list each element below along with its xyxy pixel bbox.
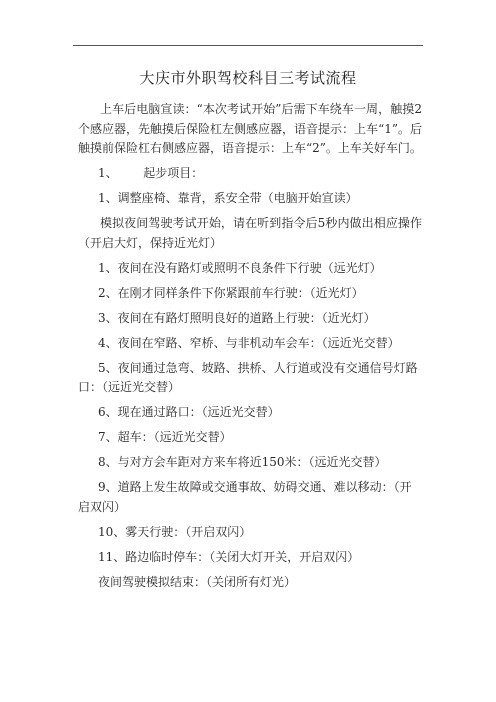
night-item-1: 1、夜间在没有路灯或照明不良条件下行驶（远光灯） (98, 260, 382, 275)
night-item-5: 5、夜间通过急弯、坡路、拱桥、人行道或没有交通信号灯路口：（远近光交替） (78, 360, 418, 394)
night-item-11: 11、路边临时停车：（关闭大灯开关，开启双闪） (98, 549, 360, 564)
night-item-4: 4、夜间在窄路、窄桥、与非机动车会车：（远近光交替） (98, 335, 400, 350)
night-item-2: 2、在刚才同样条件下你紧跟前车行驶：（近光灯） (98, 285, 364, 300)
night-item-7: 7、超车：（远近光交替） (98, 430, 232, 444)
night-item-8: 8、与对方会车距对方来车将近150米：（远近光交替） (98, 455, 387, 469)
night-item-6: 6、现在通过路口：（远近光交替） (98, 405, 280, 419)
section-number: 1、 (98, 166, 118, 180)
top-rule-divider (73, 45, 423, 46)
section-title: 起步项目： (143, 166, 204, 180)
night-item-3: 3、夜间在有路灯照明良好的道路上行驶：（近光灯） (98, 310, 376, 325)
night-driving-end: 夜间驾驶模拟结束：（关闭所有灯光） (98, 574, 297, 589)
step-1-line: 1、调整座椅、靠背，系安全带（电脑开始宣读） (98, 191, 358, 205)
intro-paragraph: 上车后电脑宣读：“本次考试开始”后需下车绕车一周，触摸2个感应器，先触摸后保险杠左侧感应器，语音提示：上车“1”。后触摸前保险杠右侧感应器，语音提示：上车“2”。上车关好车门。 (78, 102, 422, 155)
section-heading (78, 164, 422, 184)
document-title: 大庆市外职驾校科目三考试流程 (139, 69, 357, 87)
night-item-10: 10、雾天行驶：（开启双闪） (98, 524, 252, 539)
document-body (78, 100, 422, 592)
night-driving-intro: 模拟夜间驾驶考试开始，请在听到指令后5秒内做出相应操作（开启大灯，保持近光灯） (78, 216, 422, 250)
night-item-9: 9、道路上发生故障或交通事故、妨碍交通、难以移动：（开启双闪） (78, 480, 412, 514)
